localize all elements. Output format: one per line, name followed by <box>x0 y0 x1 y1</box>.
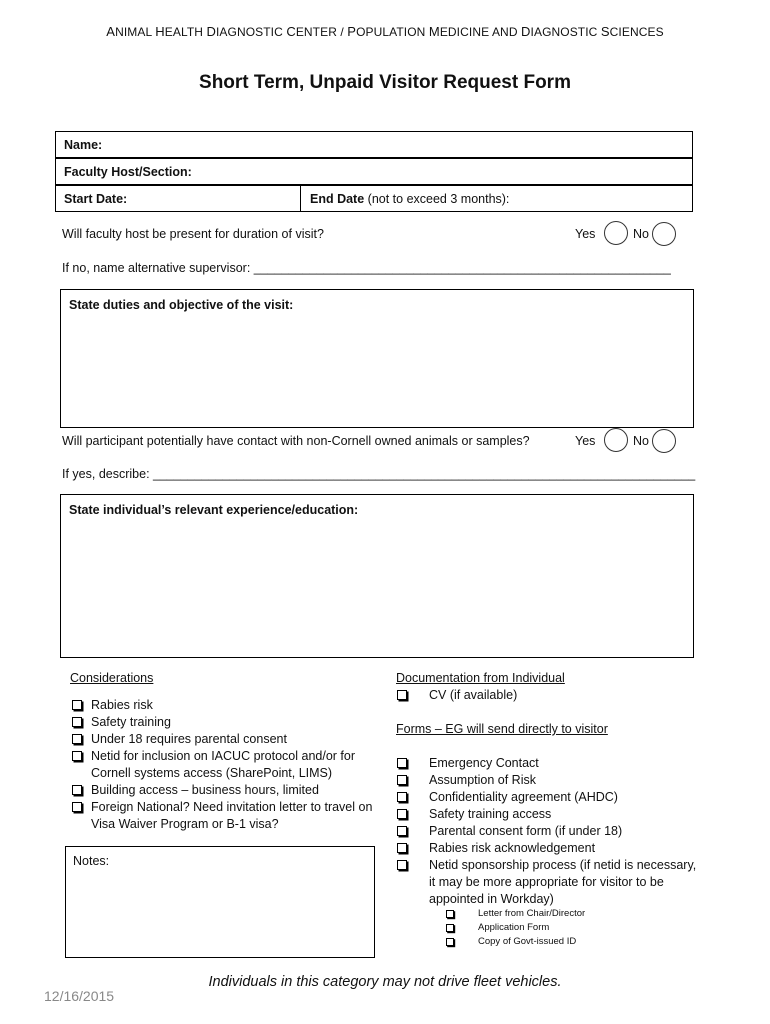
duties-textarea[interactable] <box>60 289 694 428</box>
list-item: CV (if available) <box>397 687 697 704</box>
list-item: Safety training <box>72 714 382 731</box>
checkbox-icon[interactable] <box>397 809 407 819</box>
experience-label: State individual’s relevant experience/education: <box>69 503 359 517</box>
checkbox-icon[interactable] <box>72 802 82 812</box>
animal-contact-no-label: No <box>633 434 649 448</box>
date-row <box>55 185 693 212</box>
forms-list <box>397 755 697 908</box>
faculty-present-yes-radio[interactable] <box>604 221 628 245</box>
list-item: Copy of Govt-issued ID <box>446 935 666 949</box>
list-item: Application Form <box>446 921 666 935</box>
checkbox-icon[interactable] <box>397 860 407 870</box>
animal-contact-question: Will participant potentially have contact with non-Cornell owned animals or samples? <box>62 434 530 448</box>
notes-textarea[interactable] <box>65 846 375 958</box>
animal-contact-no-radio[interactable] <box>652 429 676 453</box>
checkbox-icon[interactable] <box>397 843 407 853</box>
faculty-host-field[interactable] <box>55 158 693 185</box>
animal-contact-yes-radio[interactable] <box>604 428 628 452</box>
date-divider <box>300 186 301 211</box>
checkbox-icon[interactable] <box>397 792 407 802</box>
checkbox-icon[interactable] <box>397 826 407 836</box>
faculty-present-no-label: No <box>633 227 649 241</box>
list-item: Netid sponsorship process (if netid is necessary, it may be more appropriate for visitor to be appointed in Workday) <box>397 857 697 908</box>
list-item: Safety training access <box>397 806 697 823</box>
page-title: Short Term, Unpaid Visitor Request Form <box>199 72 571 93</box>
list-item: Foreign National? Need invitation letter to travel on Visa Waiver Program or B-1 visa? <box>72 799 382 833</box>
checkbox-icon[interactable] <box>397 758 407 768</box>
checkbox-icon[interactable] <box>446 910 454 918</box>
list-item: Assumption of Risk <box>397 772 697 789</box>
documentation-list <box>397 687 697 704</box>
duties-label: State duties and objective of the visit: <box>69 298 294 312</box>
forms-sub-list <box>446 907 666 949</box>
end-date-label: End Date (not to exceed 3 months): <box>310 192 510 206</box>
documentation-title: Documentation from Individual <box>396 671 565 685</box>
checkbox-icon[interactable] <box>72 751 82 761</box>
experience-textarea[interactable] <box>60 494 694 658</box>
list-item: Building access – business hours, limited <box>72 782 382 799</box>
describe-line[interactable]: If yes, describe: ______________________________________________________________________________ <box>62 467 696 481</box>
faculty-present-yes-label: Yes <box>575 227 596 241</box>
considerations-title: Considerations <box>70 671 154 685</box>
checkbox-icon[interactable] <box>72 734 82 744</box>
list-item: Letter from Chair/Director <box>446 907 666 921</box>
revision-date: 12/16/2015 <box>44 988 115 1004</box>
animal-contact-yes-label: Yes <box>575 434 596 448</box>
checkbox-icon[interactable] <box>72 785 82 795</box>
list-item: Rabies risk <box>72 697 382 714</box>
list-item: Under 18 requires parental consent <box>72 731 382 748</box>
checkbox-icon[interactable] <box>72 700 82 710</box>
checkbox-icon[interactable] <box>397 775 407 785</box>
checkbox-icon[interactable] <box>446 938 454 946</box>
list-item: Emergency Contact <box>397 755 697 772</box>
faculty-present-question: Will faculty host be present for duration of visit? <box>62 227 324 241</box>
list-item: Rabies risk acknowledgement <box>397 840 697 857</box>
list-item: Parental consent form (if under 18) <box>397 823 697 840</box>
name-field[interactable] <box>55 131 693 158</box>
name-label: Name: <box>64 138 103 152</box>
start-date-label: Start Date: <box>64 192 128 206</box>
alt-supervisor-line[interactable]: If no, name alternative supervisor: ____________________________________________________________ <box>62 261 671 275</box>
fleet-vehicle-notice: Individuals in this category may not drive fleet vehicles. <box>208 974 562 990</box>
list-item: Netid for inclusion on IACUC protocol and/or for Cornell systems access (SharePoint, LIMS) <box>72 748 382 782</box>
forms-title: Forms – EG will send directly to visitor <box>396 722 608 736</box>
considerations-list <box>72 697 382 833</box>
checkbox-icon[interactable] <box>446 924 454 932</box>
list-item: Confidentiality agreement (AHDC) <box>397 789 697 806</box>
faculty-present-no-radio[interactable] <box>652 222 676 246</box>
notes-label: Notes: <box>73 854 110 868</box>
checkbox-icon[interactable] <box>72 717 82 727</box>
faculty-host-label: Faculty Host/Section: <box>64 165 192 179</box>
checkbox-icon[interactable] <box>397 690 407 700</box>
page-header: ANIMAL HEALTH DIAGNOSTIC CENTER / POPULATION MEDICINE AND DIAGNOSTIC SCIENCES <box>106 24 664 39</box>
